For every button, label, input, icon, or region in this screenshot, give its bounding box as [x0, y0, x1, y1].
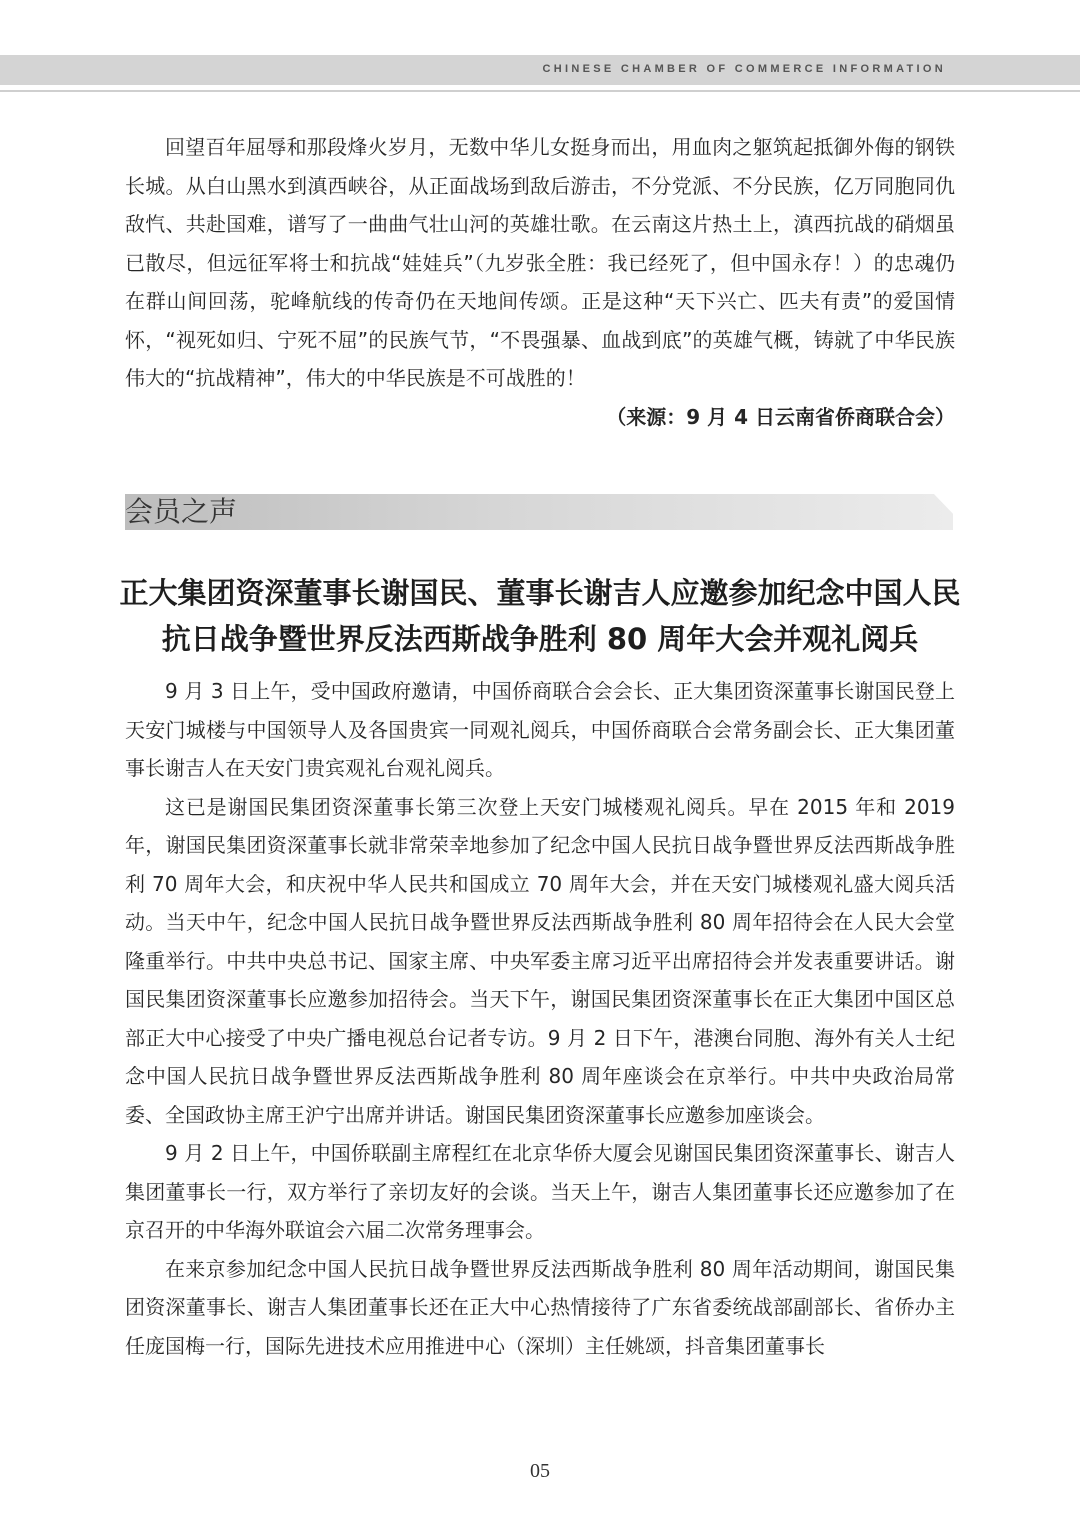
source-note: （来源：9 月 4 日云南省侨商联合会）: [606, 404, 955, 429]
section-banner: [125, 494, 953, 530]
article-title: [105, 570, 975, 662]
article-title-line-1: 正大集团资深董事长谢国民、董事长谢吉人应邀参加纪念中国人民: [119, 576, 961, 610]
article-paragraph-2: 这已是谢国民集团资深董事长第三次登上天安门城楼观礼阅兵。早在 2015 年和 2019 年，谢国民集团资深董事长就非常荣幸地参加了纪念中国人民抗日战争暨世界反法西斯战争胜利 70 周年大会，和庆祝中华人民共和国成立 70 周年大会，并在天安门城楼观礼盛大阅兵活动。当天中午，纪念中国人民抗日战争暨世界反法西斯战争胜利 80 周年招待会在人民大会堂隆重举行。中共中央总书记、国家主席、中央军委主席习近平出席招待会并发表重要讲话。谢国民集团资深董事长应邀参加招待会。当天下午，谢国民集团资深董事长在正大集团中国区总部正大中心接受了中央广播电视总台记者专访。9 月 2 日下午，港澳台同胞、海外有关人士纪念中国人民抗日战争暨世界反法西斯战争胜利 80 周年座谈会在京举行。中共中央政治局常委、全国政协主席王沪宁出席并讲话。谢国民集团资深董事长应邀参加座谈会。: [125, 794, 955, 1127]
header-divider: [0, 90, 1080, 92]
page-number: 05: [530, 1460, 550, 1482]
article-title-line-2: 抗日战争暨世界反法西斯战争胜利 80 周年大会并观礼阅兵: [161, 622, 919, 656]
article-paragraph-1: 9 月 3 日上午，受中国政府邀请，中国侨商联合会会长、正大集团资深董事长谢国民登上天安门城楼与中国领导人及各国贵宾一同观礼阅兵，中国侨商联合会常务副会长、正大集团董事长谢吉人在天安门贵宾观礼台观礼阅兵。: [125, 679, 955, 780]
intro-paragraph: 回望百年屈辱和那段烽火岁月，无数中华儿女挺身而出，用血肉之躯筑起抵御外侮的钢铁长城。从白山黑水到滇西峡谷，从正面战场到敌后游击，不分党派、不分民族，亿万同胞同仇敌忾、共赴国难，谱写了一曲曲气壮山河的英雄壮歌。在云南这片热土上，滇西抗战的硝烟虽已散尽，但远征军将士和抗战“娃娃兵”（九岁张全胜：我已经死了，但中国永存！）的忠魂仍在群山间回荡，驼峰航线的传奇仍在天地间传颂。正是这种“天下兴亡、匹夫有责”的爱国情怀，“视死如归、宁死不屈”的民族气节，“不畏强暴、血战到底”的英雄气概，铸就了中华民族伟大的“抗战精神”，伟大的中华民族是不可战胜的！: [125, 135, 955, 390]
article-paragraph-3: 9 月 2 日上午，中国侨联副主席程红在北京华侨大厦会见谢国民集团资深董事长、谢吉人集团董事长一行，双方举行了亲切友好的会谈。当天上午，谢吉人集团董事长还应邀参加了在京召开的中华海外联谊会六届二次常务理事会。: [125, 1141, 955, 1242]
intro-section: [125, 128, 955, 436]
running-header: CHINESE CHAMBER OF COMMERCE INFORMATION: [542, 63, 946, 75]
section-title: 会员之声: [125, 495, 238, 528]
article-body: [125, 672, 955, 1365]
article-paragraph-4: 在来京参加纪念中国人民抗日战争暨世界反法西斯战争胜利 80 周年活动期间，谢国民集团资深董事长、谢吉人集团董事长还在正大中心热情接待了广东省委统战部副部长、省侨办主任庞国梅一行，国际先进技术应用推进中心（深圳）主任姚颂，抖音集团董事长: [125, 1256, 955, 1358]
